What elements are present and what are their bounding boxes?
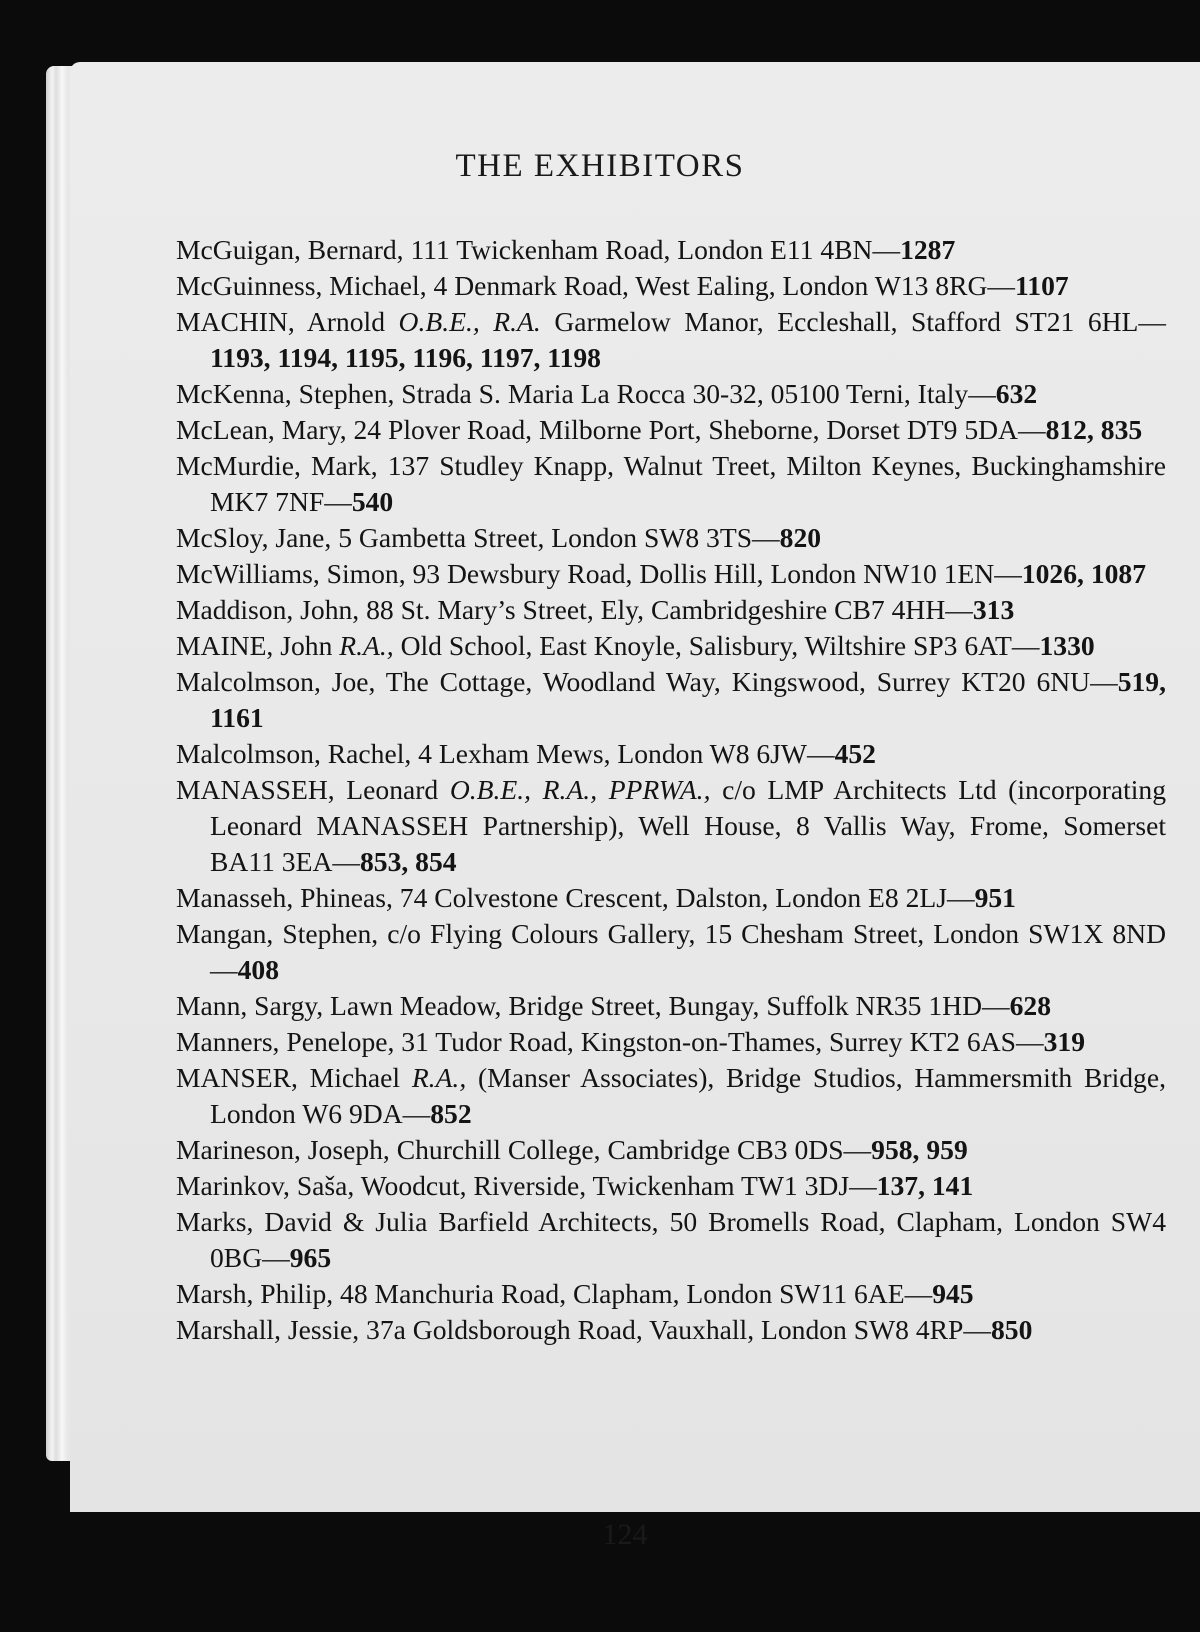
exhibit-numbers: 812, 835 (1045, 414, 1143, 445)
exhibitor-address: McWilliams, Simon, 93 Dewsbury Road, Dollis Hill, London NW10 1EN— (176, 558, 1022, 589)
exhibit-numbers: 632 (995, 378, 1038, 409)
exhibitor-address: Marinkov, Saša, Woodcut, Riverside, Twickenham TW1 3DJ— (176, 1170, 877, 1201)
exhibitor-entry (176, 628, 1166, 664)
exhibit-numbers: 319 (1043, 1026, 1085, 1057)
exhibitor-address: c/o LMP Architects Ltd (incorporating Leonard MANASSEH Partnership), Well House, 8 Vallis Way, Frome, Somerset BA11 3EA— (210, 774, 1166, 877)
exhibitor-entry (176, 412, 1166, 448)
exhibitor-address: Marsh, Philip, 48 Manchuria Road, Clapham, London SW11 6AE— (176, 1278, 933, 1309)
exhibit-numbers: 850 (991, 1314, 1033, 1345)
exhibit-numbers: 945 (932, 1278, 974, 1309)
exhibitor-address: Manners, Penelope, 31 Tudor Road, Kingston-on-Thames, Surrey KT2 6AS— (176, 1026, 1044, 1057)
exhibitor-entry (176, 664, 1166, 736)
exhibitor-entry (176, 448, 1166, 520)
page-number: 124 (602, 1518, 648, 1551)
exhibit-numbers: 951 (974, 882, 1016, 913)
exhibitor-honours: O.B.E., R.A. (398, 306, 541, 337)
exhibit-numbers: 1026, 1087 (1021, 558, 1146, 589)
exhibitor-address: Marineson, Joseph, Churchill College, Cambridge CB3 0DS— (176, 1134, 872, 1165)
exhibitor-entry (176, 1132, 1166, 1168)
exhibit-numbers: 1193, 1194, 1195, 1196, 1197, 1198 (210, 342, 601, 373)
exhibit-numbers: 1107 (1015, 270, 1069, 301)
exhibitor-address: Malcolmson, Rachel, 4 Lexham Mews, London W8 6JW— (176, 738, 835, 769)
exhibitor-name: MAINE, John (176, 630, 340, 661)
exhibitor-address: McMurdie, Mark, 137 Studley Knapp, Walnut Treet, Milton Keynes, Buckinghamshire MK7 7NF— (176, 450, 1166, 517)
exhibitor-name: MACHIN, Arnold (176, 306, 399, 337)
exhibit-numbers: 137, 141 (876, 1170, 974, 1201)
exhibitor-address: Maddison, John, 88 St. Mary’s Street, Ely, Cambridgeshire CB7 4HH— (176, 594, 973, 625)
exhibit-numbers: 519, 1161 (210, 666, 1166, 733)
exhibitor-honours: O.B.E., R.A., PPRWA., (449, 774, 711, 805)
exhibitor-address: Mangan, Stephen, c/o Flying Colours Gallery, 15 Chesham Street, London SW1X 8ND— (176, 918, 1166, 985)
exhibit-numbers: 820 (779, 522, 822, 553)
exhibitor-list (176, 232, 1166, 1348)
exhibitor-honours: R.A., (411, 1062, 467, 1093)
exhibitor-name: MANASSEH, Leonard (176, 774, 450, 805)
exhibitor-entry (176, 1204, 1166, 1276)
page-heading: THE EXHIBITORS (455, 148, 745, 184)
exhibitor-entry (176, 268, 1166, 304)
exhibit-numbers: 540 (351, 486, 394, 517)
exhibitor-address: (Manser Associates), Bridge Studios, Hammersmith Bridge, London W6 9DA— (210, 1062, 1166, 1129)
exhibitor-address: McKenna, Stephen, Strada S. Maria La Rocca 30-32, 05100 Terni, Italy— (176, 378, 996, 409)
exhibitor-entry (176, 880, 1166, 916)
exhibitor-name: MANSER, Michael (176, 1062, 412, 1093)
exhibitor-address: Garmelow Manor, Eccleshall, Stafford ST21 6HL— (540, 306, 1166, 337)
exhibit-numbers: 313 (972, 594, 1015, 625)
exhibit-numbers: 408 (237, 954, 279, 985)
exhibitor-address: McLean, Mary, 24 Plover Road, Milborne Port, Sheborne, Dorset DT9 5DA— (176, 414, 1046, 445)
exhibitor-address: Manasseh, Phineas, 74 Colvestone Crescent, Dalston, London E8 2LJ— (176, 882, 975, 913)
exhibit-numbers: 958, 959 (871, 1134, 968, 1165)
exhibit-numbers: 1330 (1039, 630, 1095, 661)
exhibit-numbers: 853, 854 (359, 846, 457, 877)
exhibitor-entry (176, 1168, 1166, 1204)
exhibitor-honours: R.A., (339, 630, 394, 661)
exhibitor-entry (176, 1024, 1166, 1060)
exhibitor-entry (176, 376, 1166, 412)
exhibit-numbers: 1287 (900, 234, 956, 265)
exhibitor-address: Old School, East Knoyle, Salisbury, Wiltshire SP3 6AT— (393, 630, 1040, 661)
exhibitor-entry (176, 1312, 1166, 1348)
exhibitor-entry (176, 916, 1166, 988)
exhibit-numbers: 965 (289, 1242, 332, 1273)
exhibitor-address: McSloy, Jane, 5 Gambetta Street, London SW8 3TS— (176, 522, 780, 553)
exhibitor-address: Mann, Sargy, Lawn Meadow, Bridge Street, Bungay, Suffolk NR35 1HD— (176, 990, 1010, 1021)
exhibitor-address: Marks, David & Julia Barfield Architects, 50 Bromells Road, Clapham, London SW4 0BG— (176, 1206, 1166, 1273)
exhibit-numbers: 452 (834, 738, 876, 769)
exhibitor-entry (176, 304, 1166, 376)
exhibitor-entry (176, 772, 1166, 880)
exhibitor-address: McGuinness, Michael, 4 Denmark Road, West Ealing, London W13 8RG— (176, 270, 1016, 301)
exhibitor-address: Malcolmson, Joe, The Cottage, Woodland Way, Kingswood, Surrey KT20 6NU— (176, 666, 1118, 697)
exhibitor-entry (176, 1276, 1166, 1312)
exhibitor-entry (176, 592, 1166, 628)
exhibitor-entry (176, 520, 1166, 556)
exhibitor-entry (176, 988, 1166, 1024)
exhibitor-entry (176, 232, 1166, 268)
exhibitor-entry (176, 1060, 1166, 1132)
exhibitor-entry (176, 736, 1166, 772)
exhibit-numbers: 852 (430, 1098, 472, 1129)
exhibit-numbers: 628 (1009, 990, 1051, 1021)
exhibitor-address: McGuigan, Bernard, 111 Twickenham Road, London E11 4BN— (176, 234, 901, 265)
exhibitor-entry (176, 556, 1166, 592)
exhibitor-address: Marshall, Jessie, 37a Goldsborough Road, Vauxhall, London SW8 4RP— (176, 1314, 991, 1345)
